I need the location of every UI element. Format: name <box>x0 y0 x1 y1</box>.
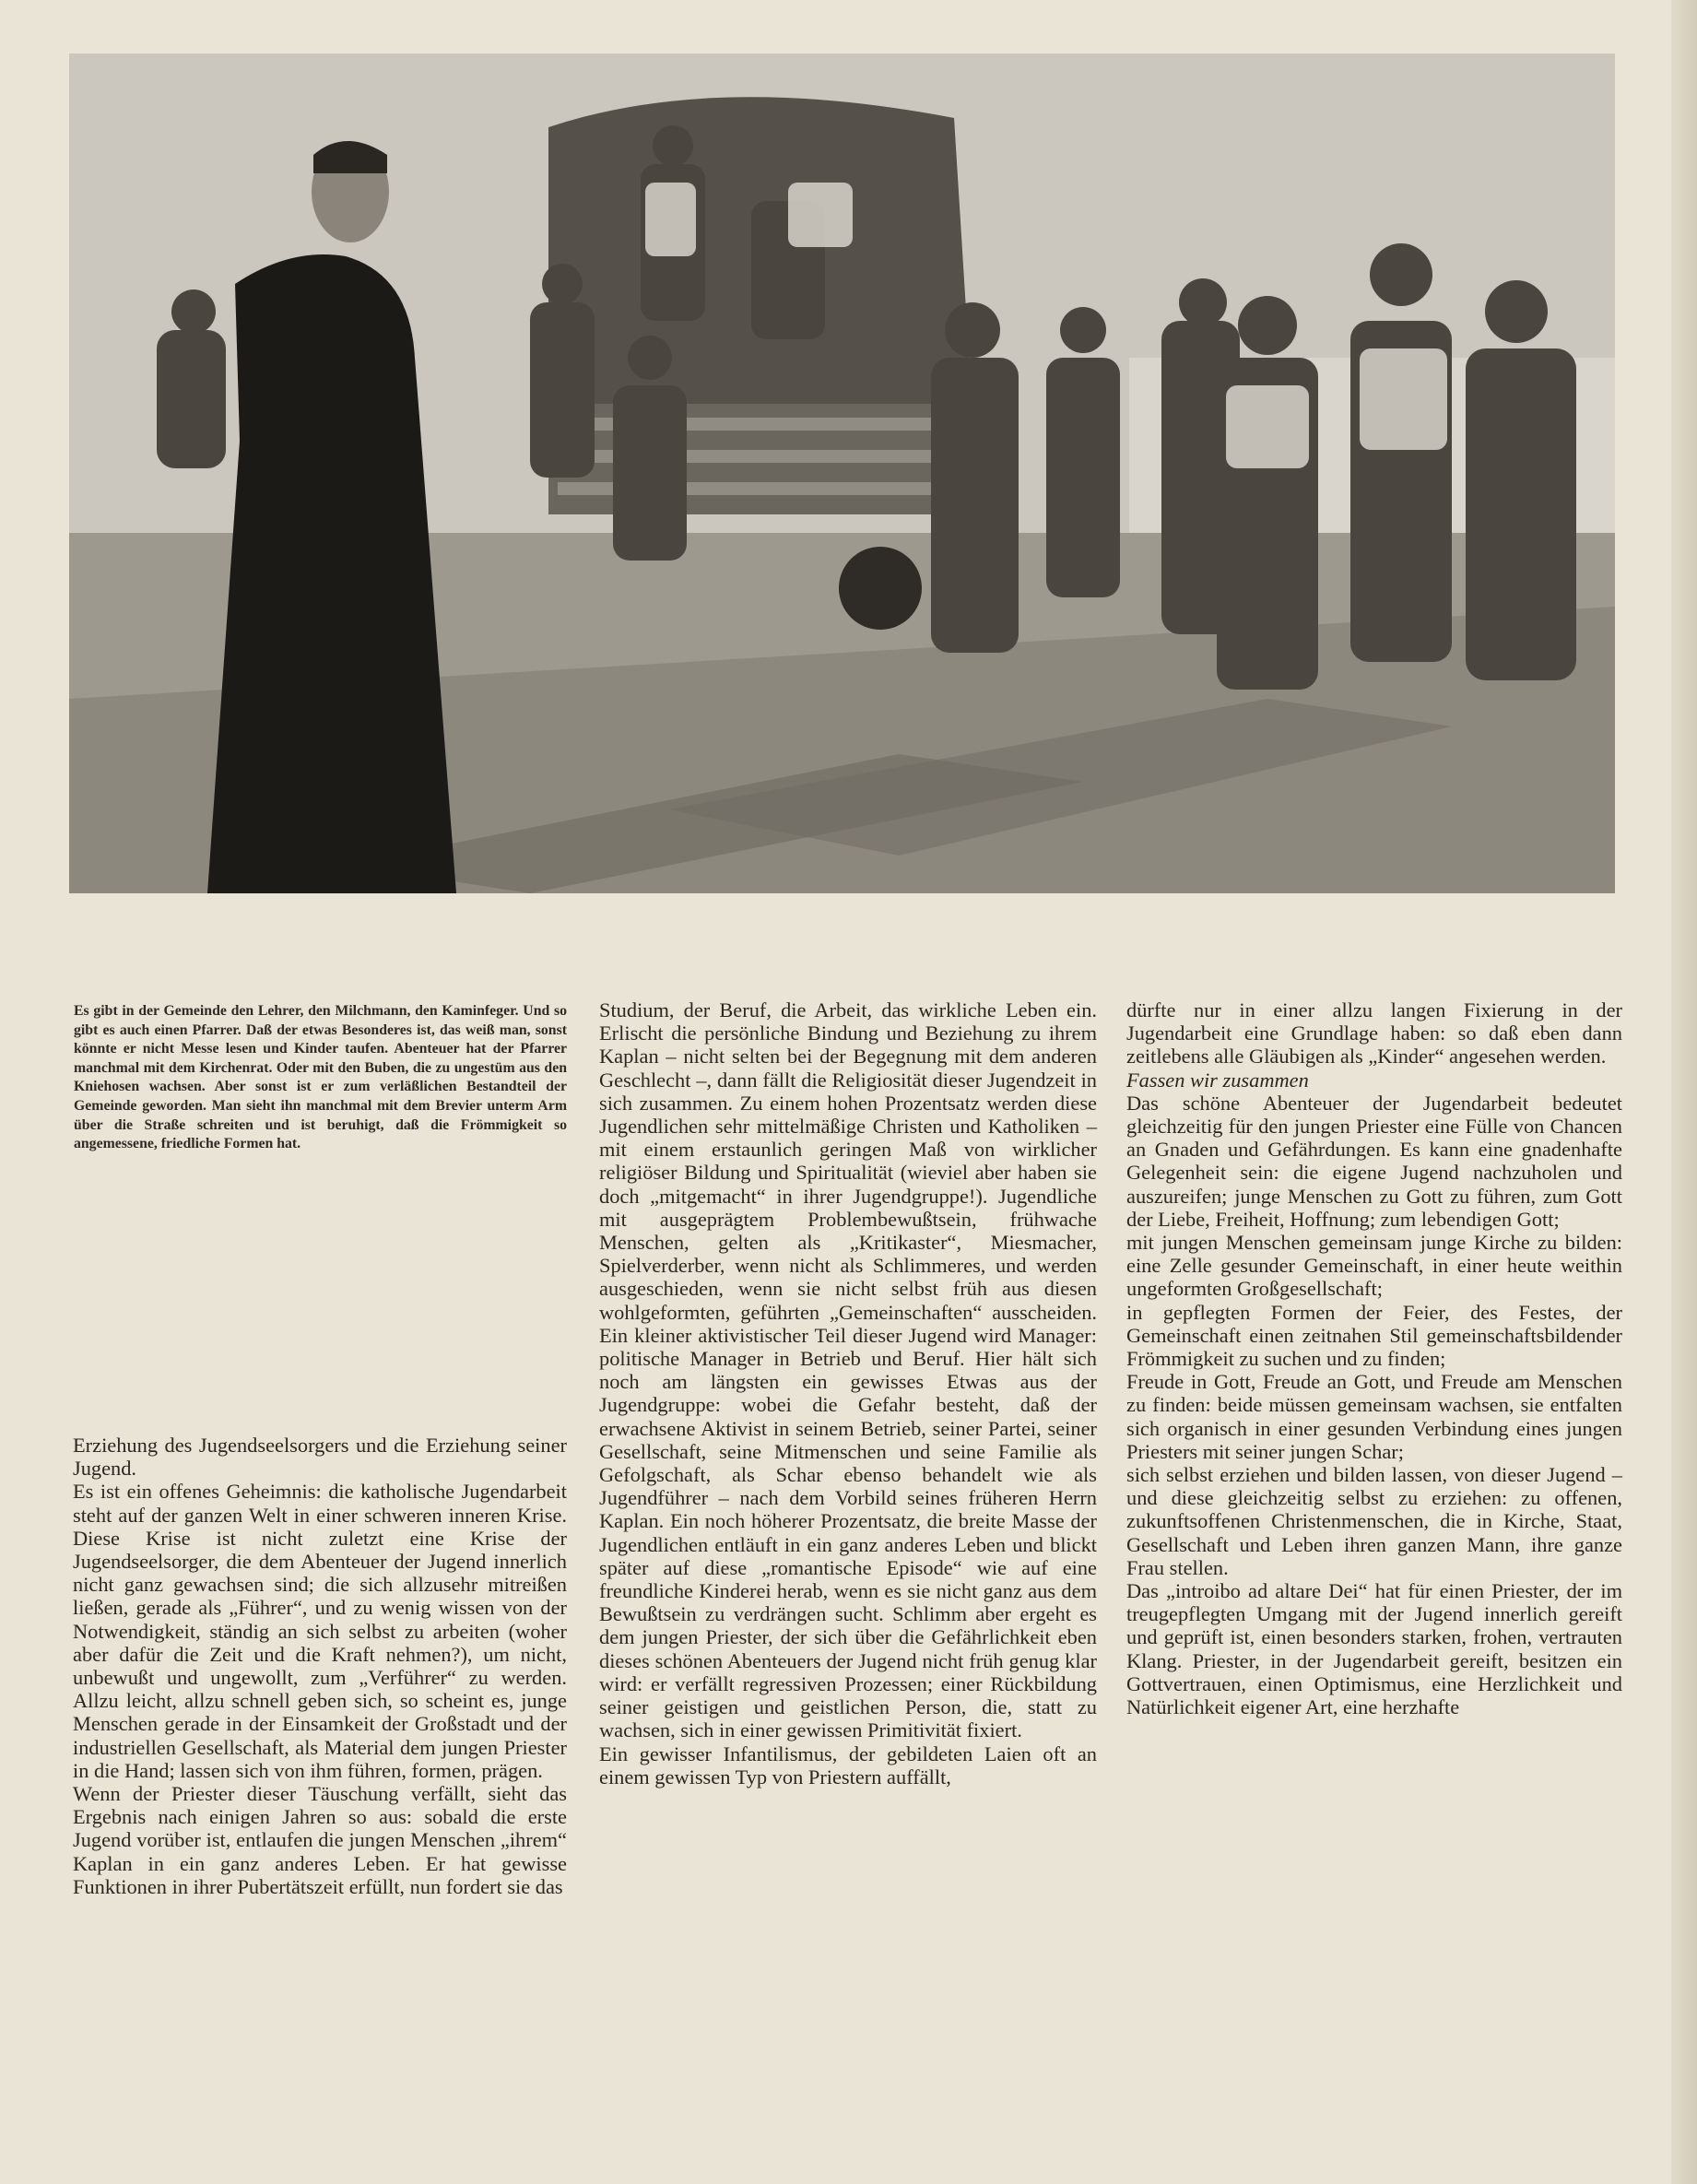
column-3-paragraph: sich selbst erziehen und bilden lassen, von dieser Jugend – und diese gleichzeitig selbst zu erziehen: zu offenen, zukunftsoffenen Christenmenschen, die in Kirche, Staat, Gesellschaft und Leben ihren ganzen Mann, ihre ganze Frau stellen. <box>1126 1463 1622 1579</box>
photo-priest-with-boys <box>69 53 1615 893</box>
column-3-paragraph: Das „introibo ad altare Dei“ hat für einen Priester, der im treugepflegten Umgang mit der Jugend innerlich gereift und geprüft ist, einen besonders starken, frohen, vertrauten Klang. Priester, in der Jugendarbeit gereift, besitzen ein Gottvertrauen, einen Optimismus, eine Herzlichkeit und Natürlichkeit eigener Art, eine herzhafte <box>1126 1579 1622 1719</box>
column-3-intro: dürfte nur in einer allzu langen Fixierung in der Jugendarbeit eine Grundlage haben: so daß eben dann zeitlebens alle Gläubigen als „Kinder“ angesehen werden. <box>1126 998 1622 1068</box>
column-3-paragraph: in gepflegten Formen der Feier, des Festes, der Gemeinschaft einen zeitnahen Stil gemeinschaftsbildender Frömmigkeit zu suchen und zu finden; <box>1126 1300 1622 1371</box>
column-3-paragraph: Freude in Gott, Freude an Gott, und Freude am Menschen zu finden: beide müssen gemeinsam wachsen, sie entfalten sich organisch in einer gesunden Verbindung eines jungen Priesters mit seiner jungen Schar; <box>1126 1370 1622 1463</box>
section-heading: Fassen wir zusammen <box>1126 1068 1309 1092</box>
column-1-paragraph: Wenn der Priester dieser Täuschung verfällt, sieht das Ergebnis nach einigen Jahren so aus: sobald die erste Jugend vorüber ist, entlaufen die jungen Menschen „ihrem“ Kaplan in ein ganz anderes Leben. Er hat gewisse Funktionen in ihrer Pubertätszeit erfüllt, nun fordert sie das <box>73 1782 567 1898</box>
column-3-paragraph: Das schöne Abenteuer der Jugendarbeit bedeutet gleichzeitig für den jungen Priester eine Fülle von Chancen an Gnaden und Gefährdungen. Es kann eine gnadenhafte Gelegenheit sein: die eigene Jugend nachzuholen und auszureifen; junge Menschen zu Gott zu führen, zum Gott der Liebe, Freiheit, Hoffnung; zum lebendigen Gott; <box>1126 1091 1622 1231</box>
column-3-paragraph: mit jungen Menschen gemeinsam junge Kirche zu bilden: eine Zelle gesunder Gemeinschaft, in einer heute weithin ungeformten Großgesellschaft; <box>1126 1231 1622 1301</box>
photo-caption: Es gibt in der Gemeinde den Lehrer, den Milchmann, den Kaminfeger. Und so gibt es auch einen Pfarrer. Daß der etwas Besonderes ist, das weiß man, sonst könnte er nicht Messe lesen und Kinder taufen. Abenteuer hat der Pfarrer manchmal mit dem Kirchenrat. Oder mit den Buben, die zu ungestüm aus den Kniehosen wachsen. Aber sonst ist er zum verläßlichen Bestandteil der Gemeinde geworden. Man sieht ihn manchmal mit dem Brevier unterm Arm über die Straße schreiten und ist beruhigt, daß die Frömmigkeit so angemessene, friedliche Formen hat. <box>74 1003 567 1152</box>
column-2-paragraph: Studium, der Beruf, die Arbeit, das wirkliche Leben ein. Erlischt die persönliche Bindung und Beziehung zu ihrem Kaplan – nicht selten bei der Begegnung mit dem anderen Geschlecht –, dann fällt die Religiosität dieser Jugendzeit in sich zusammen. Zu einem hohen Prozentsatz werden diese Jugendlichen sehr mittelmäßige Christen und Katholiken – mit einem erstaunlich geringen Maß von wirklicher religiöser Bildung und Spiritualität (wieviel aber haben sie doch „mitgemacht“ in ihrer Jugendgruppe!). Jugendliche mit ausgeprägtem Problembewußtsein, frühwache Menschen, gelten als „Kritikaster“, Miesmacher, Spielverderber, wenn nicht als Schlimmeres, und werden ausgeschieden, wenn sie nicht selbst früh aus diesen wohlgeformten, geführten „Gemeinschaften“ ausscheiden. Ein kleiner aktivistischer Teil dieser Jugend wird Manager: politische Manager in Betrieb und Beruf. Hier hält sich noch am längsten ein gewisses Etwas aus der Jugendgruppe: wobei die Gefahr besteht, daß der erwachsene Aktivist in seinem Betrieb, seiner Partei, seiner Gesellschaft, seine Mitmenschen und seine Familie als Gefolgschaft, als Schar ebenso behandelt wie als Jugendführer – nach dem Vorbild seines früheren Herrn Kaplan. Ein noch höherer Prozentsatz, die breite Masse der Jugendlichen entläuft in ein ganz anderes Leben und blickt später auf diese „romantische Episode“ wie auf eine freundliche Kinderei herab, wenn es sie nicht ganz aus dem Bewußtsein zu verdrängen sucht. Schlimm aber ergeht es dem jungen Priester, der sich über die Gefährlichkeit eben dieses schönen Abenteuers der Jugend nicht früh genug klar wird: er verfällt regressiven Prozessen; einer Rückbildung seiner geistigen und geistlichen Person, die, statt zu wachsen, sich in einer gewissen Primitivität fixiert. <box>599 998 1097 1742</box>
column-1-paragraph: Erziehung des Jugendseelsorgers und die Erziehung seiner Jugend. <box>73 1434 567 1481</box>
photo-illustration <box>69 53 1615 893</box>
column-3 <box>1126 998 1622 1718</box>
column-2-paragraph: Ein gewisser Infantilismus, der gebildeten Laien oft an einem gewissen Typ von Priestern auffällt, <box>599 1741 1097 1789</box>
column-1-paragraph: Es ist ein offenes Geheimnis: die katholische Jugendarbeit steht auf der ganzen Welt in einer schweren inneren Krise. Diese Krise ist nicht zuletzt eine Krise der Jugendseelsorger, die dem Abenteuer der Jugend innerlich nicht ganz gewachsen sind; die sich allzusehr mitreißen ließen, gerade als „Führer“, und zu wenig wissen von der Notwendigkeit, ständig an sich selbst zu arbeiten (woher aber dafür die Zeit und die Kraft nehmen?), um nicht, unbewußt und ungewollt, zum „Verführer“ zu werden. Allzu leicht, allzu schnell geben sich, so scheint es, junge Menschen gerade in der Einsamkeit der Großstadt und der industriellen Gesellschaft, als Material dem jungen Priester in die Hand; lassen sich von ihm führen, formen, prägen. <box>73 1480 567 1782</box>
page-edge <box>1671 0 1697 2184</box>
column-2 <box>599 998 1097 1789</box>
column-1 <box>73 1434 567 1898</box>
